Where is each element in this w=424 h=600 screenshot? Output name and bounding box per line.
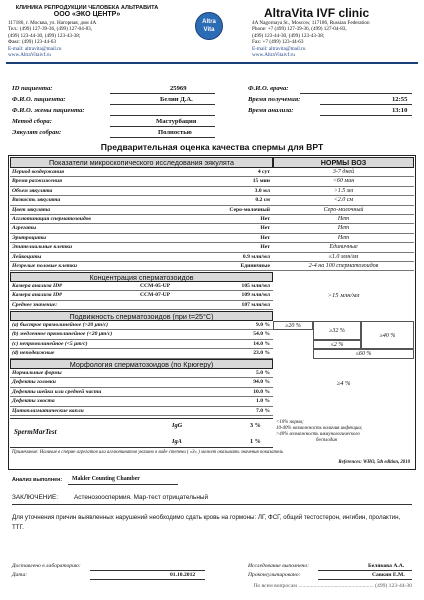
micro-row — [10, 224, 273, 233]
spermmar-note-line: бесплодия — [316, 438, 337, 443]
micro-row-norm: 2-4 на 100 сперматозоидов — [273, 262, 414, 271]
concentration-row-value: 105 млн/мл — [241, 283, 270, 289]
micro-section-header: Показатели микроскопического исследования эякулята — [10, 157, 273, 168]
address-line: 117186, г. Москва, ул. Нагорная, дом 4А — [8, 20, 97, 26]
header-divider — [6, 62, 418, 64]
wife-name-line — [110, 115, 215, 116]
patient-name-label: Ф.И.О. пациента: — [12, 96, 66, 103]
report-title: Предварительная оценка качества спермы для ВРТ — [100, 142, 324, 152]
patient-name-line — [110, 104, 215, 105]
motility-norm-c: ≤2 % — [313, 340, 361, 349]
consultant-value: Савкин Е.М. — [372, 572, 405, 578]
iga-label: IgA — [172, 438, 182, 445]
analysis-time-value: 13:10 — [392, 107, 408, 114]
table-note: Примечание: Наличие в сперме агрегатов или агглютинатов указано в виде степени ( «З» ) может оказывать значения показатель — [12, 450, 284, 455]
morphology-row — [10, 378, 273, 387]
received-time-line — [320, 104, 412, 105]
method-value: Мастурбация — [156, 118, 197, 125]
morphology-section-header: Морфология сперматозоидов (по Крюгеру) — [10, 359, 273, 369]
motility-row-label: (b) медленное прямолинейное (<20 μm/c) — [12, 331, 113, 338]
morphology-row — [10, 397, 273, 406]
micro-row-label: Объем эякулята — [12, 187, 53, 194]
conclusion-label: ЗАКЛЮЧЕНИЕ: — [12, 494, 59, 501]
morphology-row-label: Дефекты шейки или средней части — [12, 388, 102, 395]
concentration-row — [10, 301, 273, 310]
micro-row-value: Нет — [260, 216, 270, 222]
morphology-row — [10, 407, 273, 416]
micro-row-value: 0.2 см — [255, 197, 270, 204]
consultant-line — [318, 579, 412, 580]
concentration-row-value: 109 млн/мл — [241, 292, 270, 299]
micro-row-norm: Нет — [273, 215, 414, 224]
motility-section-header: Подвижность сперматозоидов (при t=25°C) — [10, 311, 273, 321]
performed-value: Makler Counting Chamber — [72, 476, 140, 482]
researcher-value: Белякова А.А. — [368, 563, 405, 569]
concentration-row-label: Среднее значение: — [12, 301, 58, 308]
micro-row-norm: Единичные — [273, 243, 414, 252]
address-line: E-mail: altravita@mail.ru — [252, 45, 306, 52]
morphology-row-label: Дефекты хвоста — [12, 398, 55, 405]
spermmar-label: SpermMarTest — [14, 428, 57, 436]
morphology-row-value: 10.0 % — [253, 388, 270, 395]
micro-row — [10, 243, 273, 252]
morphology-row-value: 1.0 % — [256, 398, 270, 405]
received-time-value: 12:55 — [392, 96, 408, 103]
morphology-row-value: 7.0 % — [256, 407, 270, 414]
consultant-label: Проконсультировано: — [248, 572, 301, 578]
address-line: 4A Nagornaya St., Moscow, 117186, Russian Federation — [252, 20, 370, 26]
address-line: www.AltraVitaivf.ru — [8, 52, 51, 59]
address-line: Тел.: (499) 127-39-36, (499) 127-04-83, — [8, 26, 93, 33]
morphology-row-value: 5.0 % — [256, 370, 270, 376]
micro-row — [10, 234, 273, 243]
micro-row — [10, 253, 273, 262]
motility-row-value: 9.0 % — [256, 322, 270, 328]
phone-note: По всем вопросам ...................................................... (499) 123-44-30 — [253, 583, 412, 589]
method-label: Метод сбора: — [12, 118, 52, 125]
micro-row-label: Эритроциты — [12, 234, 46, 241]
performed-label: Анализ выполнен: — [12, 477, 63, 483]
date-value: 01.10.2012 — [170, 572, 196, 578]
delivered-line — [90, 570, 205, 571]
collected-value: Полностью — [158, 129, 192, 136]
micro-row-value: 0.9 млн/мл — [242, 253, 270, 260]
micro-row-value: 4 сут — [257, 169, 270, 175]
spermmar-note-line: >40% возможность иммунологического — [276, 432, 360, 437]
micro-row — [10, 187, 273, 196]
researcher-label: Исследование выполнено: — [248, 563, 309, 569]
micro-row-norm: 3-7 дней — [273, 168, 414, 177]
micro-row-label: Агглютинация сперматозоидов — [12, 216, 91, 222]
analysis-time-line — [320, 115, 412, 116]
patient-id-line — [110, 93, 215, 94]
patient-name-value: Белин Д.А. — [160, 96, 193, 103]
conclusion-divider — [12, 504, 412, 505]
date-line — [90, 579, 205, 580]
motility-row-value: 14.0 % — [253, 340, 270, 347]
micro-row — [10, 262, 273, 271]
morphology-row — [10, 388, 273, 397]
concentration-row-device: CCM-05-UP — [140, 283, 171, 289]
motility-row — [10, 330, 273, 339]
micro-row-value: Нет — [260, 234, 270, 241]
doctor-line — [300, 93, 412, 94]
address-line: (499) 123-44-30, (499) 123-43-38; — [252, 32, 325, 39]
micro-row-norm: <2.0 см — [273, 196, 414, 205]
patient-id-label: ID пациента: — [12, 85, 53, 92]
micro-row-value: Единичные — [240, 263, 270, 269]
method-line — [110, 126, 215, 127]
address-line: www.AltraVitaivf.ru — [252, 52, 295, 59]
igg-value: 3 % — [250, 422, 261, 429]
delivered-label: Доставлено в лабораторию: — [12, 563, 81, 569]
clinic-en-title: AltraVita IVF clinic — [264, 6, 370, 20]
concentration-section-header: Концентрация сперматозоидов — [10, 272, 273, 282]
motility-row-label: (a) быстрое прямолинейное (>20 μm/c) — [12, 322, 108, 328]
spermmar-note — [276, 420, 414, 444]
micro-row — [10, 196, 273, 205]
patient-id-value: 25969 — [170, 85, 187, 92]
collected-line — [110, 137, 215, 138]
morphology-row — [10, 369, 273, 378]
motility-norm-a: ≥20 % — [273, 321, 313, 330]
performed-line — [68, 484, 178, 485]
analysis-time-label: Время анализа: — [248, 107, 294, 114]
clinic-en-address — [252, 20, 422, 58]
morphology-norm: ≥4 % — [336, 380, 351, 387]
spermmar-note-line: <10% норма; — [276, 420, 304, 425]
address-line: E-mail: altravita@mail.ru — [8, 45, 62, 52]
micro-row-label: Агрегаты — [12, 225, 37, 232]
who-norms-header: НОРМЫ ВОЗ — [273, 157, 414, 168]
logo-text: Vita — [203, 27, 215, 33]
doctor-label: Ф.И.О. врача: — [248, 85, 289, 92]
references: References: WHO, 5th edition, 2010 — [338, 460, 410, 465]
concentration-norm: >15 млн/мл — [327, 292, 360, 299]
micro-row-norm: Нет — [273, 234, 414, 243]
micro-row-norm: <60 мин — [273, 177, 414, 186]
micro-row-value: Нет — [260, 244, 270, 251]
micro-row-value: Серо-молочный — [229, 206, 270, 213]
motility-row — [10, 349, 273, 358]
clinic-ru-address — [8, 20, 168, 58]
micro-row-label: Время разжижения — [12, 178, 62, 185]
motility-row-label: (c) непрямолинейное (<5 μm/c) — [12, 340, 88, 347]
iga-value: 1 % — [250, 438, 261, 445]
motility-row — [10, 321, 273, 330]
micro-row-norm: ≤1.0 млн/мл — [273, 253, 414, 262]
motility-row-value: 23.0 % — [253, 350, 270, 357]
micro-row-label: Эпителиальные клетки — [12, 244, 73, 251]
micro-row-value: 15 мин — [252, 178, 270, 185]
igg-label: IgG — [172, 422, 183, 429]
wife-name-label: Ф.И.О. жены пациента: — [12, 107, 85, 114]
micro-row-value: Нет — [260, 225, 270, 232]
clinic-logo — [195, 12, 223, 40]
concentration-row-device: CCM-07-UP — [140, 292, 171, 299]
micro-row — [10, 177, 273, 186]
concentration-row-value: 107 млн/мл — [241, 301, 270, 308]
motility-norm-ab: ≥32 % — [313, 321, 361, 340]
micro-row — [10, 215, 273, 224]
date-label: Дата: — [12, 572, 28, 578]
concentration-row — [10, 282, 273, 291]
micro-row-label: Незрелые половые клетки — [12, 263, 77, 269]
clinic-ru-title-line2: ООО «ЭКО ЦЕНТР» — [53, 10, 121, 18]
motility-norm-box — [273, 321, 414, 368]
morphology-row-value: 94.0 % — [253, 379, 270, 386]
concentration-row-label: Камера анализа ID# — [12, 292, 62, 299]
micro-row-label: Период воздержания — [12, 169, 64, 175]
collected-label: Эякулят собран: — [12, 129, 62, 136]
micro-row-norm: Нет — [273, 224, 414, 233]
morphology-row-label: Цитоплазматические капли — [12, 407, 84, 414]
clinic-ru-title-line1: КЛИНИКА РЕПРОДУКЦИИ ЧЕЛОВЕКА АЛЬТРАВИТА — [15, 5, 159, 11]
address-line: (499) 123-44-30, (499) 123-43-38; — [8, 32, 81, 39]
concentration-row — [10, 291, 273, 300]
logo-text: Altra — [202, 19, 216, 25]
concentration-row-label: Камера анализа ID# — [12, 283, 62, 289]
motility-row-value: 54.0 % — [253, 331, 270, 338]
motility-row-label: (d) неподвижные — [12, 350, 55, 357]
micro-row-label: Цвет эякулята — [12, 206, 51, 213]
motility-row — [10, 340, 273, 349]
micro-row-norm: Серо-молочный — [273, 206, 414, 215]
address-line: Факс: (499) 123-44-63 — [8, 39, 56, 46]
micro-row-value: 3.0 мл — [254, 187, 270, 194]
micro-row-label: Лейкоциты — [12, 253, 42, 260]
micro-row-norm: >1.5 мл — [273, 187, 414, 196]
address-line: Fax: +7 (499) 123-44-63 — [252, 39, 304, 46]
researcher-line — [318, 570, 412, 571]
conclusion-value: Астенозооспермия. Мар-тест отрицательный — [74, 494, 209, 501]
address-line: Phone: +7 (499) 127-39-36, (499) 127-04-83, — [252, 26, 347, 33]
received-time-label: Время получения: — [248, 96, 301, 103]
morphology-row-label: Нормальные формы — [12, 370, 62, 376]
micro-row — [10, 206, 273, 215]
motility-norm-d: ≤60 % — [313, 349, 414, 358]
micro-row-label: Вязкость эякулята — [12, 197, 61, 204]
morphology-row-label: Дефекты головки — [12, 379, 56, 386]
spermmar-note-line: 10-40% возможность наличия инфекции; — [276, 426, 363, 431]
clinic-ru-title — [4, 5, 170, 18]
recommendation: Для уточнения причин выявленных нарушений необходимо сдать кровь на гормоны: ЛГ, ФСГ, общий тестостерон, ингибин, пролактин, ТТГ. — [12, 514, 401, 531]
motility-norm-abc: ≥40 % — [361, 321, 414, 349]
micro-row — [10, 168, 273, 177]
